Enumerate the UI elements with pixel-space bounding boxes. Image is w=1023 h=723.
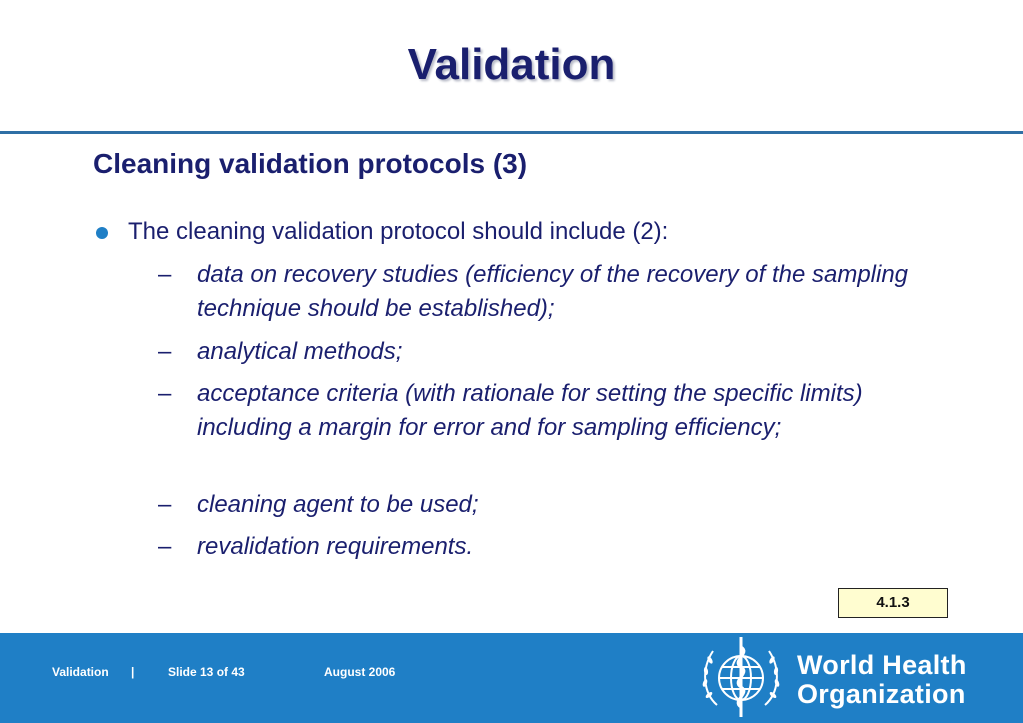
footer-separator: |: [131, 665, 135, 679]
dash-marker: –: [158, 261, 172, 288]
dash-marker: –: [158, 380, 172, 407]
title-divider: [0, 131, 1023, 134]
reference-box: 4.1.3: [838, 588, 948, 618]
slide-subtitle: Cleaning validation protocols (3): [93, 148, 528, 179]
organization-name-line1: World Health: [797, 650, 967, 680]
sub-item-text: data on recovery studies (efficiency of the recovery of the sampling technique should be established);: [197, 261, 909, 322]
footer-date: August 2006: [324, 665, 396, 679]
bullet-dot-icon: [96, 227, 108, 239]
bullet-text: The cleaning validation protocol should include (2):: [128, 218, 669, 245]
organization-name-line2: Organization: [797, 679, 966, 709]
sub-item-text: analytical methods;: [197, 338, 403, 365]
slide-title: Validation: [407, 40, 616, 89]
organization-name: [797, 651, 967, 709]
sub-item-text: cleaning agent to be used;: [197, 491, 479, 518]
dash-marker: –: [158, 338, 172, 365]
dash-marker: –: [158, 533, 172, 560]
sub-item-analytical-methods: [158, 335, 938, 369]
footer-bar: [0, 633, 1023, 723]
sub-item-recovery-studies: [158, 258, 938, 326]
who-emblem-icon: [695, 635, 787, 721]
footer-topic: Validation: [52, 665, 109, 679]
footer-slide-number: Slide 13 of 43: [168, 665, 245, 679]
sub-item-text: revalidation requirements.: [197, 533, 474, 560]
sub-item-cleaning-agent: [158, 488, 938, 522]
sub-item-revalidation: [158, 530, 938, 564]
dash-marker: –: [158, 491, 172, 518]
sub-item-acceptance-criteria: [158, 377, 938, 445]
sub-item-text: acceptance criteria (with rationale for setting the specific limits) including a margin for error and for sampling efficiency;: [197, 380, 863, 441]
